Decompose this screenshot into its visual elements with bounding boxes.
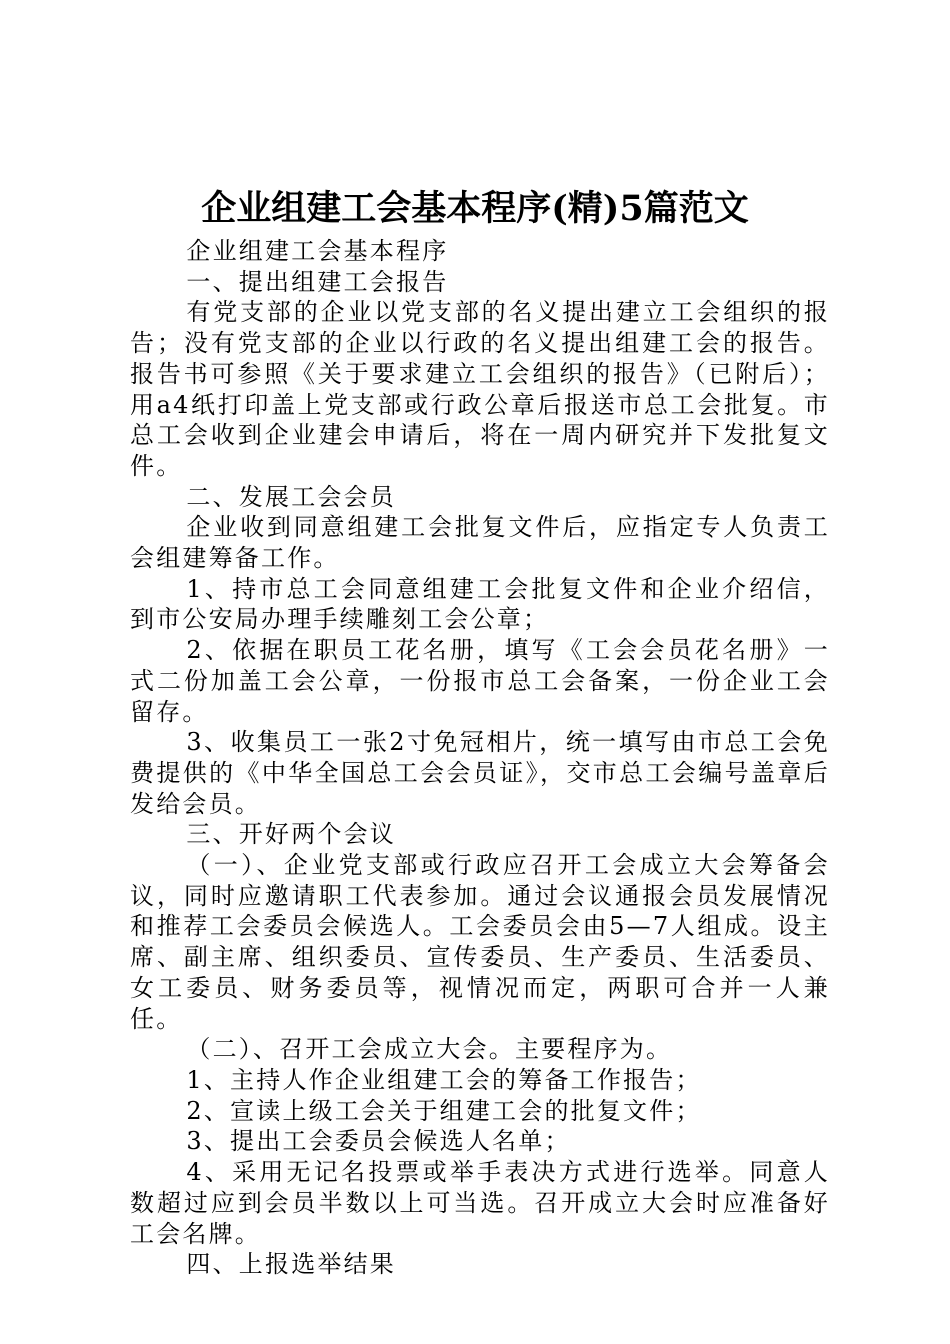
list-item: 3、收集员工一张2寸免冠相片，统一填写由市总工会免费提供的《中华全国总工会会员证》，交市总工会编号盖章后发给会员。 — [130, 728, 830, 818]
paragraph: 有党支部的企业以党支部的名义提出建立工会组织的报告；没有党支部的企业以行政的名义提出组建工会的报告。报告书可参照《关于要求建立工会组织的报告》（已附后）；用a4纸打印盖上党支部或行政公章后报送市总工会批复。市总工会收到企业建会申请后，将在一周内研究并下发批复文件。 — [130, 298, 830, 480]
section-heading-4: 四、上报选举结果 — [186, 1250, 396, 1279]
section-heading-3: 三、开好两个会议 — [186, 820, 396, 849]
list-item: 4、采用无记名投票或举手表决方式进行选举。同意人数超过应到会员半数以上可当选。召开成立大会时应准备好工会名牌。 — [130, 1158, 830, 1248]
section-heading-2: 二、发展工会会员 — [186, 482, 396, 511]
paragraph: （一）、企业党支部或行政应召开工会成立大会筹备会议，同时应邀请职工代表参加。通过会议通报会员发展情况和推荐工会委员会候选人。工会委员会由5—7人组成。设主席、副主席、组织委员、宣传委员、生产委员、生活委员、女工委员、财务委员等，视情况而定，两职可合并一人兼任。 — [130, 851, 830, 1033]
list-item: 2、宣读上级工会关于组建工会的批复文件； — [186, 1096, 702, 1125]
list-item: 2、依据在职员工花名册，填写《工会会员花名册》一式二份加盖工会公章，一份报市总工会备案，一份企业工会留存。 — [130, 636, 830, 726]
section-heading-1: 一、提出组建工会报告 — [186, 267, 449, 296]
list-item: 1、持市总工会同意组建工会批复文件和企业介绍信，到市公安局办理手续雕刻工会公章； — [130, 574, 830, 634]
list-item: 3、提出工会委员会候选人名单； — [186, 1127, 571, 1156]
document-title: 企业组建工会基本程序(精)5篇范文 — [201, 188, 749, 229]
list-item: 1、主持人作企业组建工会的筹备工作报告； — [186, 1065, 702, 1094]
document-body — [130, 236, 830, 1280]
paragraph: （二）、召开工会成立大会。主要程序为。 — [186, 1035, 673, 1064]
paragraph-subtitle: 企业组建工会基本程序 — [186, 237, 449, 265]
paragraph: 企业收到同意组建工会批复文件后，应指定专人负责工会组建筹备工作。 — [130, 513, 830, 573]
